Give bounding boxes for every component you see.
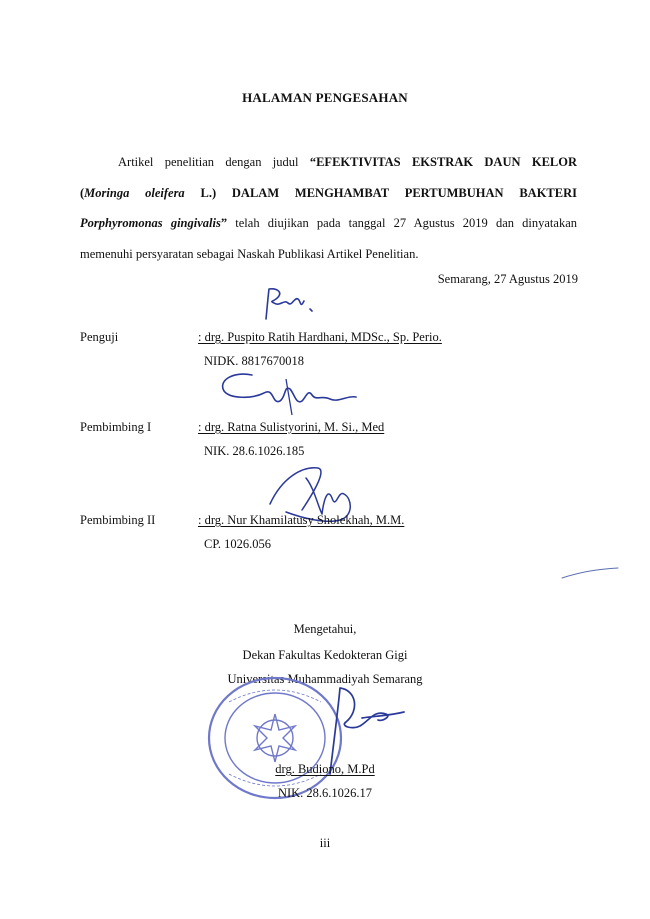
- title-close-quote: ”: [220, 216, 228, 230]
- dean-name-text: drg. Budiono, M.Pd: [275, 762, 375, 776]
- species-author: L.): [200, 185, 217, 200]
- dean-position: Dekan Fakultas Kedokteran Gigi: [242, 648, 408, 662]
- id-penguji: NIDK. 8817670018: [204, 354, 304, 368]
- name-pembimbing-2-text: : drg. Nur Khamilatusy Sholekhah, M.M.: [198, 513, 405, 527]
- name-pembimbing-2: [198, 513, 404, 528]
- page-number: iii: [319, 836, 331, 850]
- role-pembimbing-1: Pembimbing I: [80, 420, 152, 434]
- supervisor1-signature: [212, 365, 362, 417]
- species-name-1: Moringa oleifera: [84, 185, 185, 200]
- id-pembimbing-1: NIK. 28.6.1026.185: [204, 444, 305, 458]
- name-penguji-text: : drg. Puspito Ratih Hardhani, MDSc., Sp. Perio.: [198, 330, 442, 344]
- id-pembimbing-2: CP. 1026.056: [204, 537, 272, 551]
- dean-nik: NIK. 28.6.1026.17: [277, 786, 373, 800]
- intro-paragraph: [80, 147, 577, 269]
- species-name-2: Porphyromonas gingivalis: [80, 216, 221, 230]
- intro-line-1: [80, 147, 577, 178]
- article-title-part2: DALAM MENGHAMBAT PERTUMBUHAN BAKTERI: [231, 185, 577, 200]
- name-pembimbing-1: [198, 420, 384, 435]
- intro-line-3-text: telah diujikan pada tanggal 27 Agustus 2019 dan dinyatakan: [235, 216, 578, 230]
- place-date: Semarang, 27 Agustus 2019: [437, 272, 578, 286]
- intro-line-4: memenuhi persyaratan sebagai Naskah Publikasi Artikel Penelitian.: [80, 246, 419, 261]
- role-pembimbing-2: Pembimbing II: [80, 513, 156, 527]
- dean-name: [0, 762, 650, 777]
- intro-line-2: [80, 178, 577, 209]
- article-title-part1: “EFEKTIVITAS EKSTRAK DAUN KELOR: [309, 155, 578, 169]
- margin-pen-mark: [560, 566, 620, 580]
- page-title: HALAMAN PENGESAHAN: [242, 90, 408, 105]
- institution-name: Universitas Muhammadiyah Semarang: [227, 672, 423, 686]
- approval-label: Mengetahui,: [293, 622, 357, 636]
- role-penguji: Penguji: [80, 330, 119, 344]
- name-pembimbing-1-text: : drg. Ratna Sulistyorini, M. Si., Med: [198, 420, 385, 434]
- name-penguji: [198, 330, 442, 345]
- examiner-signature: [258, 285, 328, 323]
- intro-line-3: [80, 208, 577, 239]
- paren-open: (: [80, 185, 85, 200]
- intro-lead: Artikel penelitian dengan judul: [118, 155, 299, 169]
